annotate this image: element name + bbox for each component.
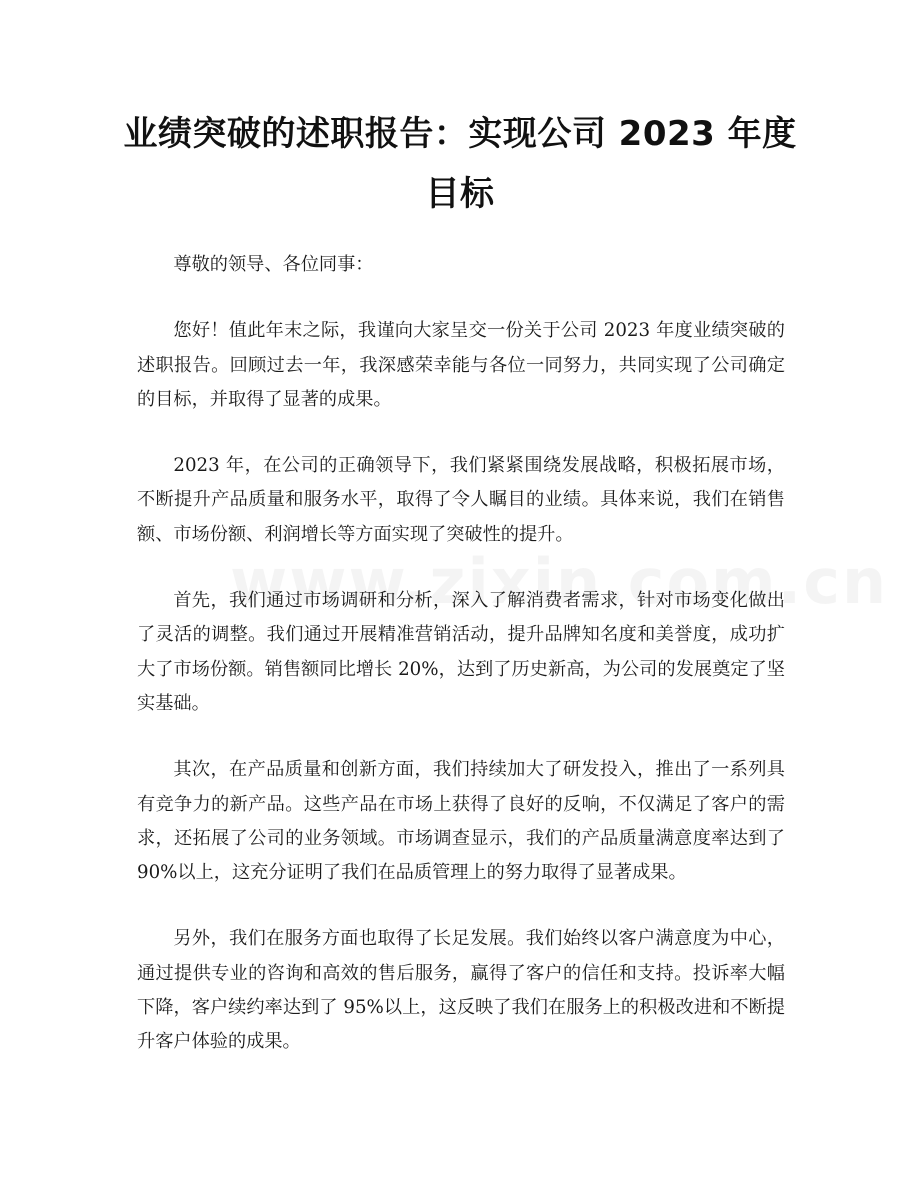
paragraph-market: 首先，我们通过市场调研和分析，深入了解消费者需求，针对市场变化做出了灵活的调整。我们通过开展精准营销活动，提升品牌知名度和美誉度，成功扩大了市场份额。销售额同比增长 20%，达到了历史新高，为公司的发展奠定了坚实基础。 bbox=[137, 590, 785, 714]
paragraph-product: 其次，在产品质量和创新方面，我们持续加大了研发投入，推出了一系列具有竞争力的新产品。这些产品在市场上获得了良好的反响，不仅满足了客户的需求，还拓展了公司的业务领域。市场调查显示，我们的产品质量满意度率达到了 90%以上，这充分证明了我们在品质管理上的努力取得了显著成果。 bbox=[137, 759, 785, 884]
paragraph-intro: 您好！值此年末之际，我谨向大家呈交一份关于公司 2023 年度业绩突破的述职报告。回顾过去一年，我深感荣幸能与各位一同努力，共同实现了公司确定的目标，并取得了显著的成果。 bbox=[137, 320, 785, 410]
document-body bbox=[137, 248, 785, 1092]
salutation: 尊敬的领导、各位同事： bbox=[173, 254, 374, 275]
paragraph-overview: 2023 年，在公司的正确领导下，我们紧紧围绕发展战略，积极拓展市场，不断提升产品质量和服务水平，取得了令人瞩目的业绩。具体来说，我们在销售额、市场份额、利润增长等方面实现了突破性的提升。 bbox=[137, 455, 785, 545]
paragraph-service: 另外，我们在服务方面也取得了长足发展。我们始终以客户满意度为中心，通过提供专业的咨询和高效的售后服务，赢得了客户的信任和支持。投诉率大幅下降，客户续约率达到了 95%以上，这反映了我们在服务上的积极改进和不断提升客户体验的成果。 bbox=[137, 928, 785, 1053]
document-title: 业绩突破的述职报告：实现公司 2023 年度目标 bbox=[123, 114, 797, 214]
